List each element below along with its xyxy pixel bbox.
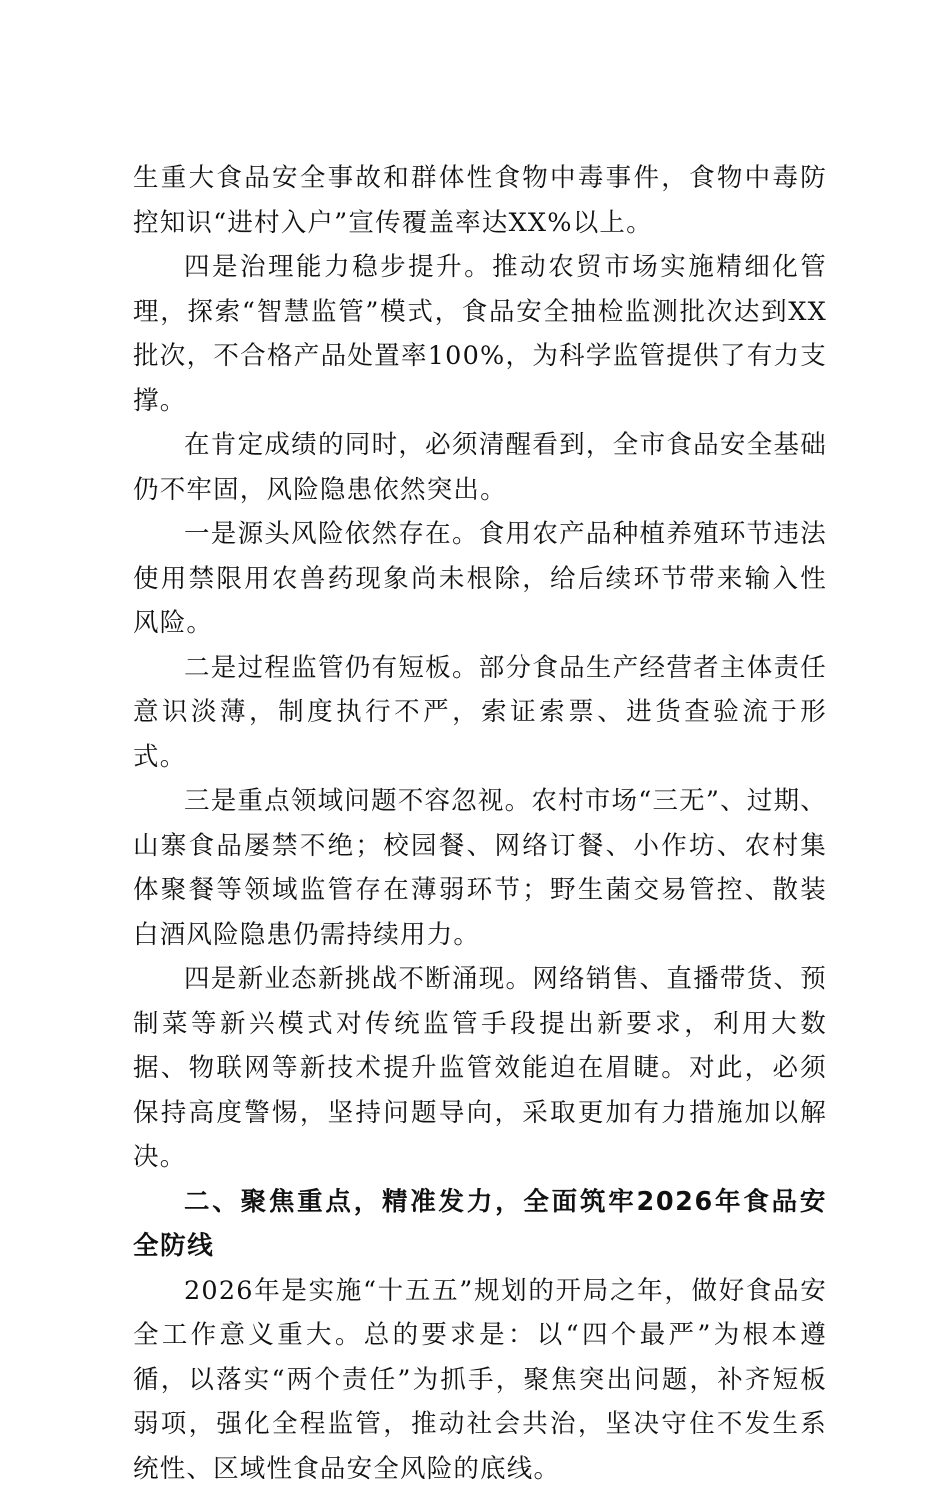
section-heading: 二、聚焦重点，精准发力，全面筑牢2026年食品安全防线 [133, 1180, 827, 1269]
paragraph-new-business-forms: 四是新业态新挑战不断涌现。网络销售、直播带货、预制菜等新兴模式对传统监管手段提出新要求，利用大数据、物联网等新技术提升监管效能迫在眉睫。对此，必须保持高度警惕，坚持问题导向，采取更加有力措施加以解决。 [133, 957, 827, 1180]
paragraph-key-areas: 三是重点领域问题不容忽视。农村市场“三无”、过期、山寨食品屡禁不绝；校园餐、网络订餐、小作坊、农村集体聚餐等领域监管存在薄弱环节；野生菌交易管控、散装白酒风险隐患仍需持续用力。 [133, 779, 827, 957]
paragraph-governance-capability: 四是治理能力稳步提升。推动农贸市场实施精细化管理，探索“智慧监管”模式，食品安全抽检监测批次达到XX批次，不合格产品处置率100%，为科学监管提供了有力支撑。 [133, 245, 827, 423]
paragraph-food-poisoning-prevention: 生重大食品安全事故和群体性食物中毒事件，食物中毒防控知识“进村入户”宣传覆盖率达XX%以上。 [133, 156, 827, 245]
paragraph-source-risk: 一是源头风险依然存在。食用农产品种植养殖环节违法使用禁限用农兽药现象尚未根除，给后续环节带来输入性风险。 [133, 512, 827, 646]
paragraph-2026-requirements: 2026年是实施“十五五”规划的开局之年，做好食品安全工作意义重大。总的要求是：以“四个最严”为根本遵循，以落实“两个责任”为抓手，聚焦突出问题，补齐短板弱项，强化全程监管，推动社会共治，坚决守住不发生系统性、区域性食品安全风险的底线。 [133, 1269, 827, 1491]
paragraph-process-supervision: 二是过程监管仍有短板。部分食品生产经营者主体责任意识淡薄，制度执行不严，索证索票、进货查验流于形式。 [133, 646, 827, 780]
document-body [133, 156, 827, 1491]
paragraph-achievements-and-risks: 在肯定成绩的同时，必须清醒看到，全市食品安全基础仍不牢固，风险隐患依然突出。 [133, 423, 827, 512]
